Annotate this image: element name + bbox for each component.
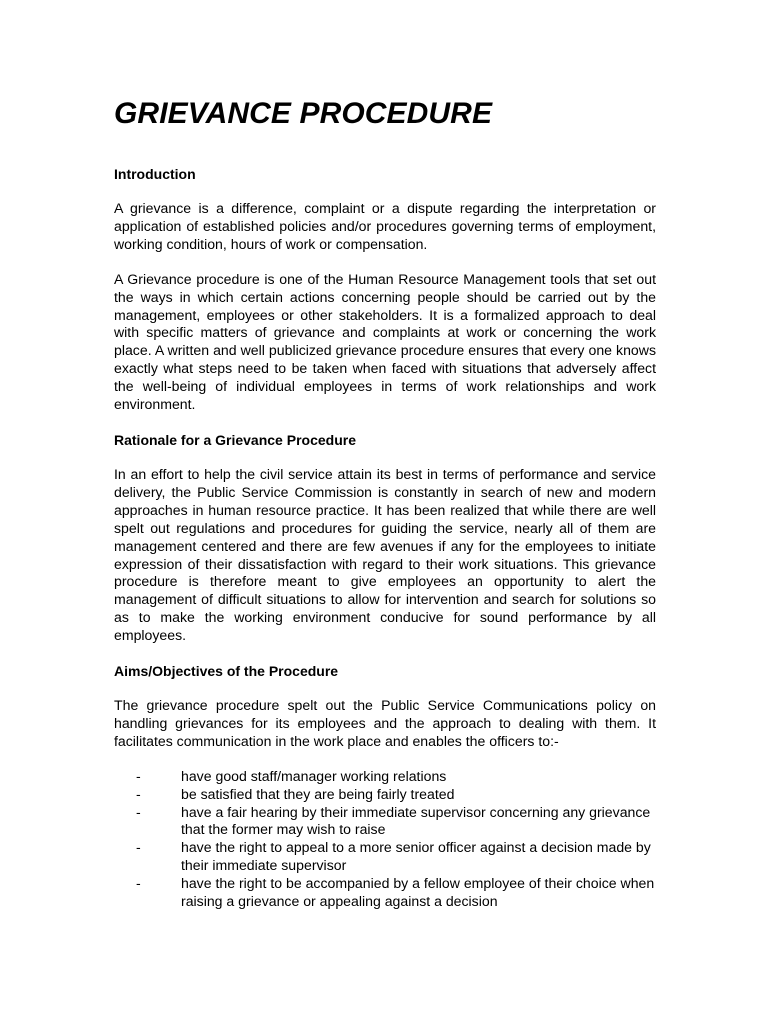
section-introduction <box>114 165 656 414</box>
list-bullet: - <box>136 839 141 856</box>
section-aims-objectives <box>114 662 656 911</box>
list-item-text: have the right to be accompanied by a fellow employee of their choice when raising a grievance or appealing against a decision <box>181 875 655 910</box>
list-item <box>114 875 656 911</box>
list-bullet: - <box>136 875 141 892</box>
section-rationale <box>114 431 656 645</box>
list-item <box>114 786 656 804</box>
list-bullet: - <box>136 803 141 820</box>
list-item <box>114 768 656 786</box>
document-page <box>114 96 656 911</box>
section-heading: Rationale for a Grievance Procedure <box>114 431 356 448</box>
list-item-text: have good staff/manager working relations <box>181 767 447 784</box>
list-bullet: - <box>136 785 141 802</box>
paragraph: The grievance procedure spelt out the Public Service Communications policy on handling grievances for its employees and the approach to dealing with them. It facilitates communication in the work place and enables the officers to:- <box>114 697 656 749</box>
paragraph: In an effort to help the civil service attain its best in terms of performance and service delivery, the Public Service Commission is constantly in search of new and modern approaches in human resource practice. It has been realized that while there are well spelt out regulations and procedures for guiding the service, nearly all of them are management centered and there are few avenues if any for the employees to initiate expression of their dissatisfaction with regard to their work situations. This grievance procedure is therefore meant to give employees an opportunity to alert the management of difficult situations to allow for intervention and search for solutions so as to make the working environment conducive for sound performance by all employees. <box>114 465 656 644</box>
list-bullet: - <box>136 767 141 784</box>
list-item <box>114 839 656 875</box>
list-item-text: be satisfied that they are being fairly treated <box>181 785 455 802</box>
list-item-text: have the right to appeal to a more senior officer against a decision made by their immediate supervisor <box>181 839 651 874</box>
document-title: GRIEVANCE PROCEDURE <box>114 97 493 130</box>
paragraph: A Grievance procedure is one of the Human Resource Management tools that set out the ways in which certain actions concerning people should be carried out by the management, employees or other stakeholders. It is a formalized approach to deal with specific matters of grievance and complaints at work or concerning the work place. A written and well publicized grievance procedure ensures that every one knows exactly what steps need to be taken when faced with situations that adversely affect the well-being of individual employees in terms of work relationships and work environment. <box>114 270 656 413</box>
objectives-list <box>114 768 656 911</box>
section-heading: Aims/Objectives of the Procedure <box>114 663 339 680</box>
section-heading: Introduction <box>114 166 196 182</box>
list-item <box>114 804 656 840</box>
list-item-text: have a fair hearing by their immediate supervisor concerning any grievance that the former may wish to raise <box>181 803 651 838</box>
paragraph: A grievance is a difference, complaint or a dispute regarding the interpretation or application of established policies and/or procedures governing terms of employment, working condition, hours of work or compensation. <box>114 200 656 252</box>
